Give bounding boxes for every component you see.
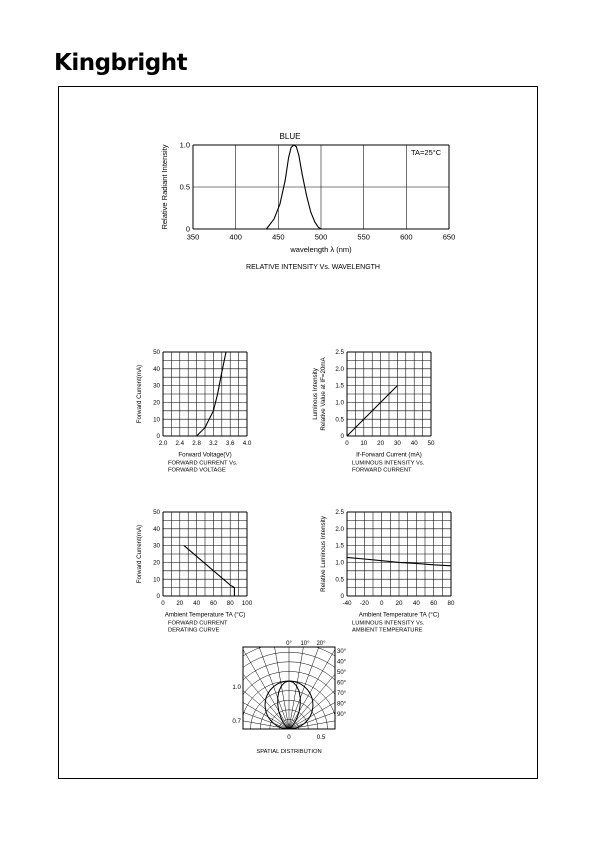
lumitemp-ytick-label: 1.5 <box>335 542 344 550</box>
lumitemp-ytick-label: 2.5 <box>335 509 344 517</box>
lumi-ytick-label: 2.5 <box>335 349 344 357</box>
lumi-xtick-label: 0 <box>345 440 349 448</box>
iv-ytick-label: 10 <box>153 416 160 424</box>
iv-data-point <box>217 394 218 395</box>
spatial-angle-label-top: 20° <box>316 641 326 647</box>
spectrum-y-axis-label: Relative Radiant Intensity <box>160 144 169 230</box>
spectrum-xtick-label: 400 <box>229 232 242 242</box>
spectrum-data-point <box>298 155 299 156</box>
spectrum-series-label: BLUE <box>279 132 301 141</box>
lumi-xtick-label: 30 <box>393 440 401 448</box>
iv-xtick-label: 3.2 <box>209 440 218 448</box>
derate-xtick-label: 80 <box>226 600 234 608</box>
spectrum-ytick-label: 0.5 <box>179 182 190 192</box>
iv-caption: FORWARD CURRENT Vs. <box>168 460 238 467</box>
lumi-ytick-label: 0 <box>340 433 344 441</box>
derate-ytick-label: 40 <box>153 525 160 533</box>
derate-caption: DERATING CURVE <box>168 627 220 634</box>
derate-xtick-label: 40 <box>193 600 201 608</box>
spectrum-data-point <box>310 212 311 213</box>
spectrum-data-point <box>293 145 294 146</box>
iv-data-point <box>213 410 214 411</box>
spectrum-ytick-label: 0 <box>185 224 190 234</box>
spectrum-data-point <box>291 147 292 148</box>
brand-logo: Kingbright <box>54 50 188 76</box>
derate-x-axis-label: Ambient Temperature TA (°C) <box>164 611 246 619</box>
spatial-angle-label-right: 30° <box>337 649 347 655</box>
lumi-caption: LUMINOUS INTENSITY Vs. <box>352 460 425 467</box>
spatial-caption: SPATIAL DISTRIBUTION <box>256 749 322 755</box>
derate-data-point <box>230 585 231 586</box>
spectrum-data-point <box>274 219 275 220</box>
lumi-ytick-label: 0.5 <box>335 416 344 424</box>
spatial-angle-label-right: 90° <box>337 712 347 718</box>
derate-caption: FORWARD CURRENT <box>168 620 228 627</box>
lumi-ytick-label: 2.0 <box>335 365 344 373</box>
spectrum-data-point <box>266 229 267 230</box>
lumitemp-xtick-label: 40 <box>412 600 420 608</box>
spectrum-xtick-label: 450 <box>272 232 285 242</box>
iv-y-axis-label: Forward Current(mA) <box>136 364 143 424</box>
iv-x-axis-label: Forward Voltage(V) <box>178 451 232 459</box>
spectrum-data-point <box>315 222 316 223</box>
spectrum-ytick-label: 1.0 <box>179 140 190 150</box>
lumi-caption: FORWARD CURRENT <box>352 467 412 474</box>
lumi-y-axis-label: Luminous Intensity <box>312 368 319 420</box>
spectrum-data-point <box>318 227 319 228</box>
lumitemp-xtick-label: 0 <box>379 600 384 608</box>
lumi-xtick-label: 20 <box>377 440 385 448</box>
derate-ytick-label: 20 <box>153 559 160 567</box>
derate-xtick-label: 100 <box>241 600 253 608</box>
iv-xtick-label: 2.8 <box>192 440 201 448</box>
iv-data-point <box>205 427 206 428</box>
spatial-angle-label-right: 60° <box>337 680 347 687</box>
derate-data-point <box>184 545 185 546</box>
derate-xtick-label: 20 <box>176 600 184 608</box>
lumitemp-y-axis-label: Relative Luminous Intensity <box>320 516 327 592</box>
iv-xtick-label: 3.6 <box>225 440 235 448</box>
spatial-angle-label-top: 0° <box>286 641 292 647</box>
lumitemp-xtick-label: 20 <box>395 600 403 608</box>
spectrum-data-point <box>321 229 322 230</box>
lumi-ytick-label: 1.5 <box>335 382 344 390</box>
spectrum-xtick-label: 650 <box>442 232 456 242</box>
lumitemp-xtick-label: 80 <box>447 600 455 608</box>
lumi-xtick-label: 40 <box>410 440 418 448</box>
lumitemp-ytick-label: 0 <box>340 593 344 601</box>
lumitemp-data-point <box>451 565 452 566</box>
lumitemp-data-point <box>433 564 434 565</box>
lumitemp-x-axis-label: Ambient Temperature TA (°C) <box>358 611 440 619</box>
spectrum-x-axis-label: wavelength λ (nm) <box>290 245 352 254</box>
spatial-bottom-label: 0 <box>287 734 291 741</box>
iv-ytick-label: 40 <box>153 365 160 373</box>
lumitemp-data-point <box>416 563 417 564</box>
spectrum-xtick-label: 500 <box>314 232 328 242</box>
lumitemp-xtick-label: 60 <box>430 600 438 608</box>
iv-ytick-label: 0 <box>156 433 160 441</box>
spectrum-xtick-label: 550 <box>357 232 370 242</box>
spatial-bottom-label: 0.5 <box>316 734 326 741</box>
lumitemp-xtick-label: -40 <box>342 600 352 608</box>
iv-data-point <box>196 436 197 437</box>
iv-data-point <box>226 352 227 353</box>
iv-xtick-label: 4.0 <box>242 440 252 448</box>
lumitemp-caption: AMBIENT TEMPERATURE <box>352 627 423 634</box>
derate-data-point <box>234 596 235 597</box>
lumi-ytick-label: 1.0 <box>335 399 344 407</box>
lumi-xtick-label: 50 <box>427 440 435 448</box>
spatial-radial-label: 0.7 <box>232 718 241 725</box>
lumitemp-data-point <box>364 559 365 560</box>
lumitemp-xtick-label: -20 <box>359 600 369 608</box>
lumitemp-data-point <box>381 560 382 561</box>
spatial-angle-label-right: 40° <box>337 659 347 666</box>
iv-data-point <box>221 372 222 373</box>
spectrum-annotation: TA=25°C <box>411 148 442 157</box>
lumitemp-caption: LUMINOUS INTENSITY Vs. <box>352 620 425 627</box>
derate-xtick-label: 60 <box>209 600 217 608</box>
lumitemp-ytick-label: 1.0 <box>335 559 344 567</box>
lumi-xtick-label: 10 <box>360 440 368 448</box>
spatial-angle-label-top: 10° <box>300 641 310 647</box>
lumitemp-ytick-label: 0.5 <box>335 576 344 584</box>
iv-caption: FORWARD VOLTAGE <box>168 467 226 474</box>
iv-xtick-label: 2.4 <box>175 440 185 448</box>
lumitemp-data-point <box>399 562 400 563</box>
spatial-grid <box>193 633 385 815</box>
spectrum-caption: RELATIVE INTENSITY Vs. WAVELENGTH <box>246 264 380 271</box>
iv-ytick-label: 30 <box>153 382 160 390</box>
derate-ytick-label: 30 <box>153 542 160 550</box>
spatial-angle-label-right: 70° <box>337 691 347 697</box>
spatial-angle-label-right: 80° <box>337 701 347 708</box>
derate-data-point <box>234 587 235 588</box>
spatial-angle-label-right: 50° <box>337 670 347 676</box>
spectrum-xtick-label: 600 <box>400 232 413 242</box>
derate-ytick-label: 50 <box>153 509 160 517</box>
spatial-plot <box>193 633 385 815</box>
lumitemp-data-point <box>347 557 348 558</box>
spectrum-data-point <box>280 203 281 204</box>
derate-y-axis-label: Forward Current(mA) <box>136 524 143 584</box>
lumi-y-axis-label: Relative Value at IF=20mA <box>320 357 327 431</box>
spectrum-data-point <box>306 195 307 196</box>
lumi-x-axis-label: If-Forward Current (mA) <box>356 451 422 459</box>
spectrum-data-point <box>302 174 303 175</box>
spectrum-data-point <box>288 157 289 158</box>
iv-ytick-label: 50 <box>153 349 160 357</box>
lumi-data-point <box>347 436 348 437</box>
spectrum-data-point <box>296 146 297 147</box>
derate-ytick-label: 0 <box>156 593 160 601</box>
iv-xtick-label: 2.0 <box>158 440 168 448</box>
spatial-radial-label: 1.0 <box>232 684 241 691</box>
lumi-data-point <box>397 385 398 386</box>
lumitemp-ytick-label: 2.0 <box>335 525 344 533</box>
iv-ytick-label: 20 <box>153 399 160 407</box>
spectrum-xtick-label: 350 <box>186 232 200 242</box>
derate-xtick-label: 0 <box>161 600 165 608</box>
spectrum-data-point <box>285 180 286 181</box>
derate-ytick-label: 10 <box>153 576 160 584</box>
